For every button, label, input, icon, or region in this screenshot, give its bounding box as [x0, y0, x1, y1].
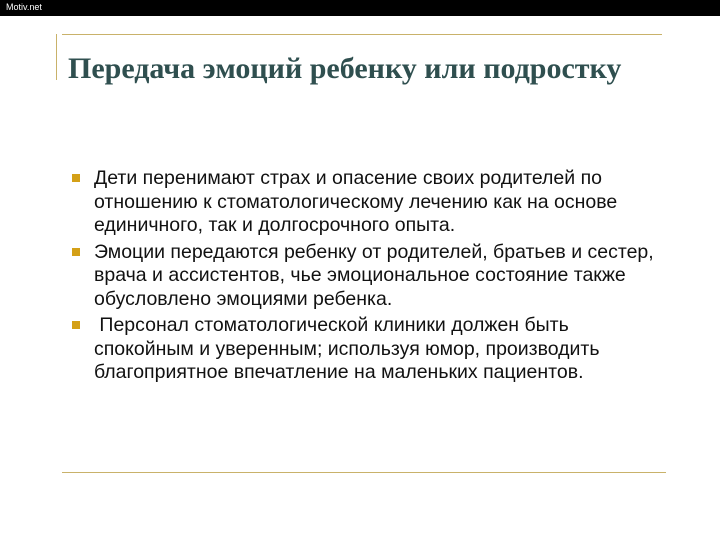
bullet-text: Персонал стоматологической клиники должен быть спокойным и уверенным; используя юмор, производить благоприятное впечатление на маленьких пациентов.	[94, 314, 605, 383]
slide-title: Передача эмоций ребенку или подростку	[68, 52, 622, 85]
brand-label: Motiv.net	[6, 2, 42, 12]
square-bullet-icon	[72, 174, 80, 182]
bullet-item	[72, 167, 672, 238]
bullet-text: Эмоции передаются ребенку от родителей, братьев и сестер, врача и ассистентов, чье эмоциональное состояние также обусловлено эмоциями ребенка.	[94, 240, 654, 310]
bottom-rule	[62, 472, 666, 473]
bullet-text: Дети перенимают страх и опасение своих родителей по отношению к стоматологическому лечению как на основе единичного, так и долгосрочного опыта.	[94, 167, 618, 236]
bullet-list	[72, 167, 672, 388]
bullet-item	[72, 241, 672, 312]
square-bullet-icon	[72, 321, 80, 329]
top-bar	[0, 0, 720, 16]
square-bullet-icon	[72, 248, 80, 256]
bullet-item	[72, 314, 672, 385]
top-rule	[62, 34, 662, 35]
left-rule	[56, 34, 57, 80]
